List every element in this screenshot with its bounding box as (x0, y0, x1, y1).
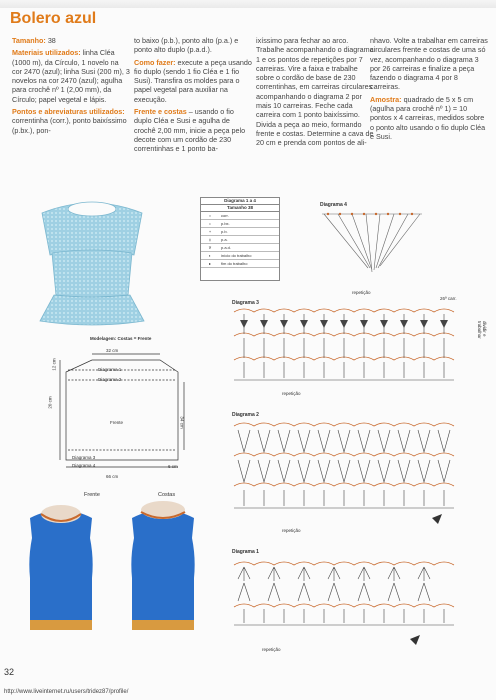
legend-subtitle: Tamanho 38 (201, 205, 279, 212)
page-title: Bolero azul (10, 10, 97, 27)
diagram-1 (230, 555, 470, 645)
diagram-4-repeat: repetição (352, 290, 371, 295)
frente-costas-text: – usando o fio duplo Cléa e Susi e agulha de crochê 2,00 mm, inicie a peça pelo decote com um cordão de 230 correntinhas e 1 ponto ba- (134, 107, 246, 154)
amostra-label: Amostra: (370, 94, 402, 104)
diagram-1-label: Diagrama 1 (232, 549, 259, 555)
legend-symbol: ▸ (208, 261, 211, 266)
photo-costas-label: Costas (158, 492, 176, 498)
molde-h-right: 34 cm (179, 416, 185, 429)
legend-row (201, 220, 279, 228)
diagram-1-repeat: repetição (262, 647, 281, 652)
molde-h-left1: 12 cm (51, 358, 57, 371)
diagram-4-label: Diagrama 4 (320, 202, 347, 208)
text-column-3 (256, 36, 374, 151)
legend-row (201, 212, 279, 220)
molde-h-left2: 20 cm (47, 396, 53, 409)
diagram-2-label: Diagrama 2 (232, 412, 259, 418)
legend-desc: fim do trabalho (221, 261, 248, 266)
tamanho-value: 38 (47, 36, 56, 45)
molde-d4: Diagrama 4 (72, 463, 96, 468)
col2-intro: to baixo (p.b.), ponto alto (p.a.) e ponto alto duplo (p.a.d.). (134, 36, 239, 55)
molde-w-top: 32 cm (106, 348, 119, 353)
legend-desc: p.b. (221, 229, 228, 234)
top-bar (0, 0, 496, 8)
diagram-4 (318, 208, 426, 292)
legend-desc: p.a.d. (221, 245, 232, 250)
symbol-legend-table (200, 197, 280, 281)
como-label: Como fazer: (134, 57, 176, 67)
diagram-3-label: Diagrama 3 (232, 300, 259, 306)
text-column-4 (370, 36, 488, 144)
bolero-photo (22, 195, 162, 330)
legend-symbol: ○ (208, 213, 212, 218)
text-column-1 (12, 36, 130, 138)
diagram-2 (230, 418, 470, 526)
legend-symbol: ₮ (208, 245, 212, 250)
legend-title: Diagrama 1 a 4 (201, 198, 279, 205)
photo-frente-label: Frente (84, 492, 100, 498)
molde-d3: Diagrama 3 (72, 455, 96, 460)
diagram-3-side-note: dividir e trabalhar (477, 321, 487, 339)
tamanho-label: Tamanho: (12, 36, 46, 45)
legend-desc: p.bx. (221, 221, 230, 226)
frente-costas-label: Frente e costas (134, 107, 187, 117)
legend-symbol: ‡ (208, 237, 212, 242)
diagram-2-repeat: repetição (282, 528, 301, 533)
source-url: http://www.liveinternet.ru/users/tridez87/profile/ (4, 689, 129, 695)
legend-symbol: ◐ (208, 253, 212, 258)
materiais-text: linha Cléa (1000 m), da Círculo, 1 novelo na cor 2470 (azul); linha Susi (200 m), 3 novelos na cor 2470 (azul); agulha para crochê nº 1 (2,00 mm), da Círculo; papel vegetal e lápis. (12, 48, 130, 104)
molde-h-bottom: 6 cm (168, 464, 178, 469)
legend-row (201, 252, 279, 260)
diagram-3-repeat: repetição (282, 391, 301, 396)
legend-desc: p.a. (221, 237, 228, 242)
modelagem-title: Modelagem: Costas = Frente (90, 336, 152, 341)
garment-back-photo (122, 498, 204, 638)
molde-frente: Frente (110, 420, 124, 425)
col3-text: ixíssimo para fechar ao arco. Trabalhe acompanhando o diagrama 1 e os pontos de repetições por 7 carreiras. Vire a faixa e trabalhe sobre o cordão de base de 230 correntinhas, em carreiras circulares acompanhando o diagrama 2 por mais 10 carreiras. Feche cada carreira com 1 ponto baixíssimo. Divida a peça ao meio, formando frente e costas. Determine a cava de 20 cm e prenda com pontos de ali- (256, 36, 374, 148)
pontos-text: correntinha (corr.), ponto baixíssimo (p.bx.), pon- (12, 116, 127, 135)
legend-row (201, 244, 279, 252)
text-column-2 (134, 36, 252, 157)
legend-symbol: • (209, 221, 211, 226)
diagram-3-corr-note: 26ª carr. (440, 296, 457, 301)
molde-d2: Diagrama 2 (98, 377, 122, 382)
legend-desc: corr. (221, 213, 229, 218)
col4-text: nhavo. Volte a trabalhar em carreiras circulares frente e costas de uma só vez, acompanhando o diagrama 3 por 26 carreiras e finalize a peça fazendo o diagrama 4 por 8 carreiras. (370, 36, 488, 92)
diagram-3 (230, 306, 470, 388)
garment-front-photo (20, 498, 102, 638)
pontos-label: Pontos e abreviaturas utilizados: (12, 107, 125, 117)
como-text: execute a peça usando fio duplo (sendo 1 fio Cléa e 1 fio Susi). Transfira os moldes para o papel vegetal para auxiliar na execução. (134, 57, 252, 104)
amostra-text: quadrado de 5 x 5 cm (agulha para crochê nº 1) = 10 pontos x 4 carreiras, medidos sobre o ponto alto usando o fio duplo Cléa e Susi. (370, 94, 486, 141)
molde-w-bottom: 66 cm (106, 474, 119, 479)
legend-row (201, 260, 279, 268)
legend-desc: início do trabalho (221, 253, 252, 258)
legend-symbol: + (208, 229, 212, 234)
legend-row (201, 236, 279, 244)
materiais-label: Materiais utilizados: (12, 48, 81, 58)
page-number: 32 (4, 667, 15, 677)
legend-row (201, 228, 279, 236)
molde-d1: Diagrama 1 (98, 367, 122, 372)
